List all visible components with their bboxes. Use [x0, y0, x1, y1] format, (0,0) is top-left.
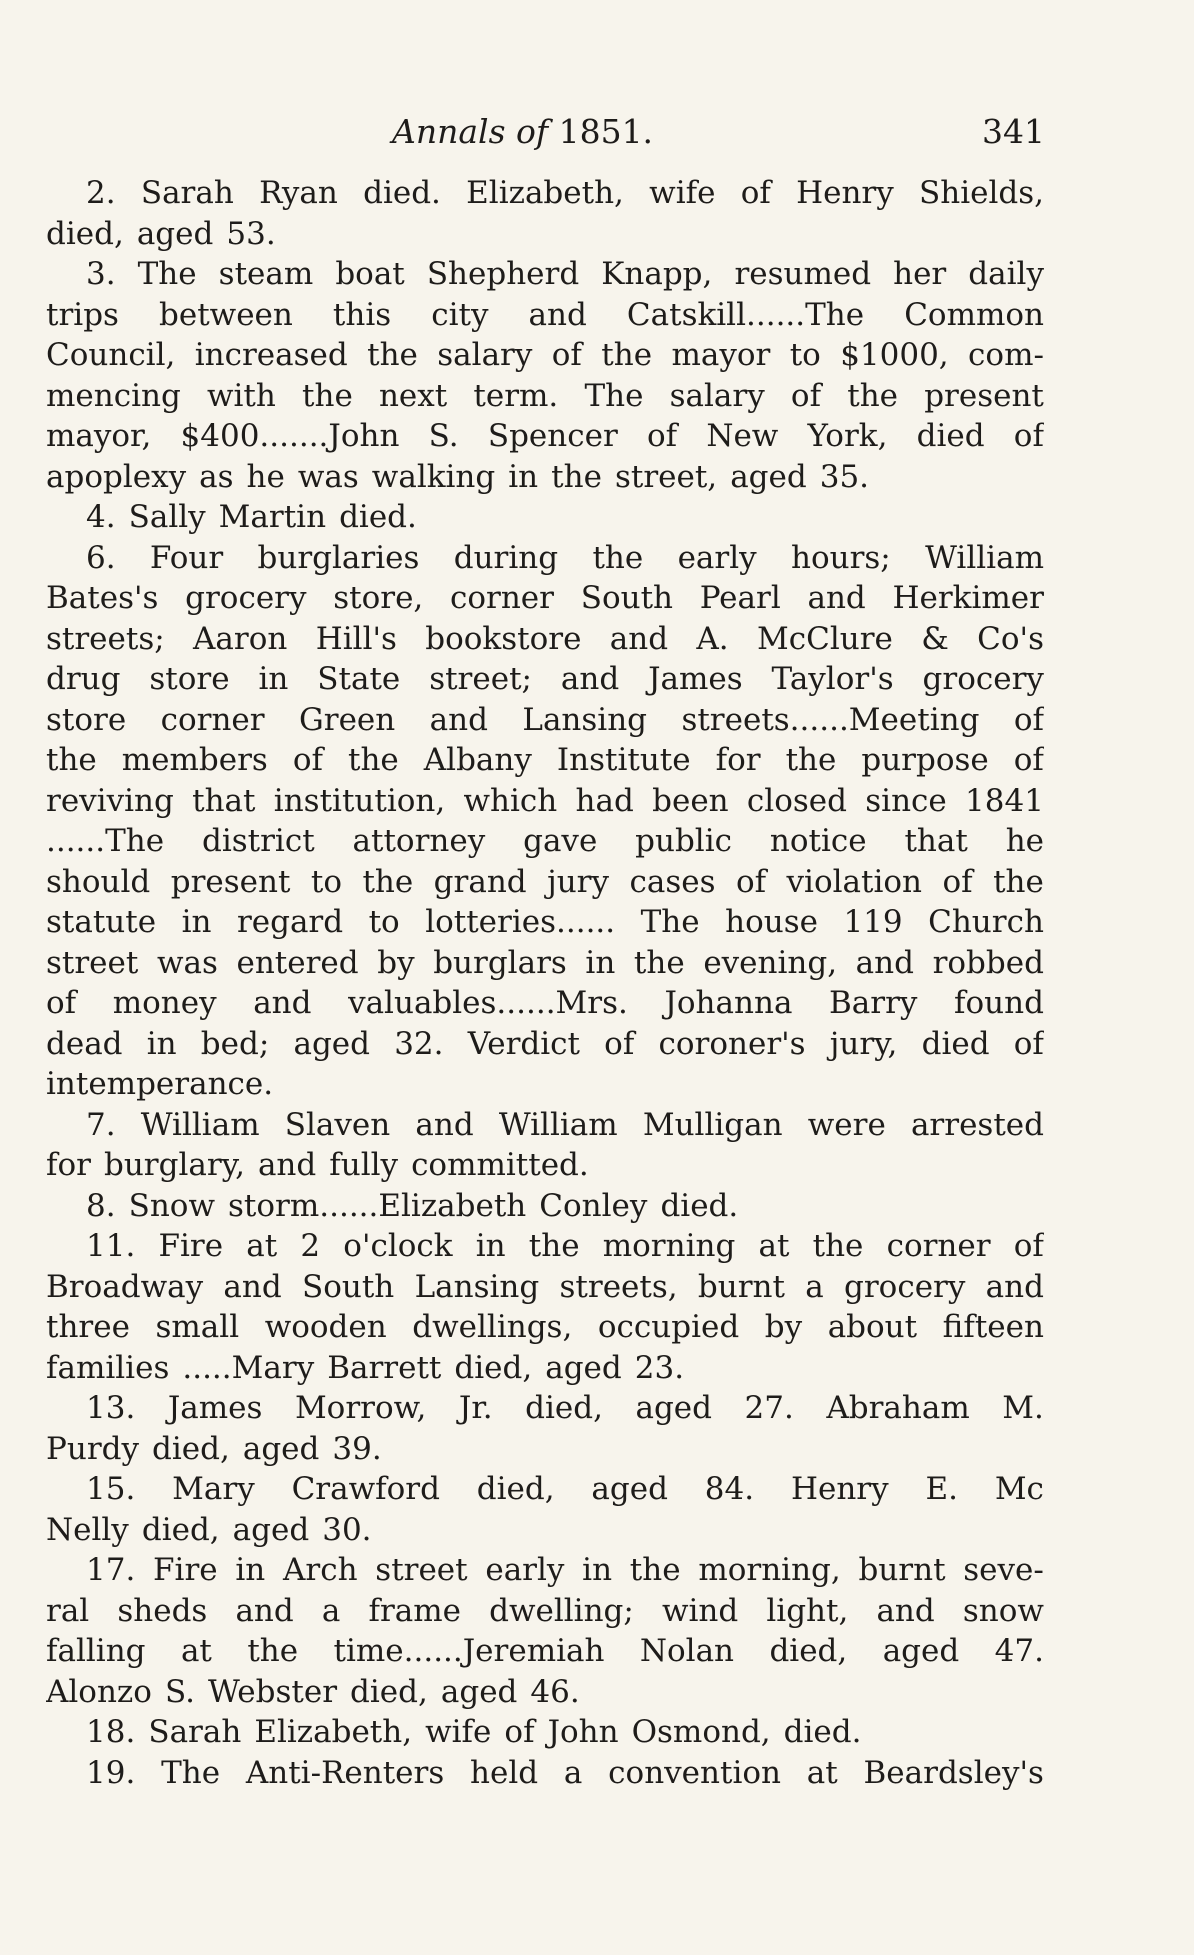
- title-prefix: Annals of: [392, 112, 549, 151]
- text-line: ral sheds and a frame dwelling; wind light, and snow: [46, 1592, 1044, 1629]
- page-number: 341: [982, 112, 1045, 151]
- text-line: statute in regard to lotteries...... The house 119 Church: [46, 904, 1044, 940]
- text-line: three small wooden dwellings, occupied by about fifteen: [46, 1309, 1044, 1345]
- text-line: 8. Snow storm......Elizabeth Conley died.: [86, 1187, 739, 1224]
- running-title: [392, 112, 653, 152]
- running-header: [0, 112, 1194, 162]
- text-line: families .....Mary Barrett died, aged 23.: [46, 1349, 685, 1386]
- body-text: [46, 173, 1044, 1793]
- text-line: 6. Four burglaries during the early hours; William: [86, 539, 1044, 576]
- text-line: 2. Sarah Ryan died. Elizabeth, wife of Henry Shields,: [86, 175, 1044, 211]
- text-line: ......The district attorney gave public notice that he: [46, 823, 1044, 859]
- text-line: died, aged 53.: [46, 215, 276, 252]
- text-line: Broadway and South Lansing streets, burnt a grocery and: [46, 1268, 1044, 1305]
- title-year: 1851.: [558, 112, 654, 151]
- text-line: intemperance.: [46, 1066, 274, 1102]
- text-line: 19. The Anti-Renters held a convention at Beardsley's: [86, 1754, 1044, 1791]
- text-line: mayor, $400.......John S. Spencer of New York, died of: [46, 418, 1044, 454]
- text-line: for burglary, and fully committed.: [46, 1147, 589, 1183]
- text-line: 3. The steam boat Shepherd Knapp, resumed her daily: [86, 256, 1044, 292]
- text-line: Nelly died, aged 30.: [46, 1511, 372, 1548]
- text-line: of money and valuables......Mrs. Johanna Barry found: [46, 985, 1044, 1021]
- text-line: Alonzo S. Webster died, aged 46.: [46, 1673, 580, 1710]
- text-line: 17. Fire in Arch street early in the morning, burnt seve-: [86, 1552, 1044, 1588]
- text-line: apoplexy as he was walking in the street, aged 35.: [46, 458, 870, 495]
- text-line: street was entered by burglars in the evening, and robbed: [46, 944, 1044, 981]
- text-line: dead in bed; aged 32. Verdict of coroner's jury, died of: [46, 1025, 1044, 1062]
- text-line: 13. James Morrow, Jr. died, aged 27. Abraham M.: [86, 1390, 1044, 1426]
- text-line: 15. Mary Crawford died, aged 84. Henry E. Mc: [86, 1471, 1044, 1507]
- text-line: Purdy died, aged 39.: [46, 1430, 382, 1467]
- text-line: should present to the grand jury cases of violation of the: [46, 863, 1044, 900]
- text-line: 18. Sarah Elizabeth, wife of John Osmond, died.: [86, 1714, 862, 1750]
- text-line: drug store in State street; and James Taylor's grocery: [46, 661, 1044, 697]
- text-line: 4. Sally Martin died.: [86, 499, 417, 535]
- text-line: streets; Aaron Hill's bookstore and A. McClure & Co's: [46, 620, 1044, 657]
- text-line: reviving that institution, which had been closed since 1841: [46, 782, 1044, 819]
- text-line: Bates's grocery store, corner South Pearl and Herkimer: [46, 580, 1044, 616]
- text-line: the members of the Albany Institute for the purpose of: [46, 742, 1044, 778]
- text-line: Council, increased the salary of the mayor to $1000, com-: [46, 337, 1044, 373]
- text-line: 7. William Slaven and William Mulligan were arrested: [86, 1106, 1044, 1143]
- text-line: 11. Fire at 2 o'clock in the morning at the corner of: [86, 1228, 1044, 1264]
- text-line: mencing with the next term. The salary of the present: [46, 377, 1044, 414]
- text-line: store corner Green and Lansing streets......Meeting of: [46, 701, 1044, 738]
- text-line: trips between this city and Catskill......The Common: [46, 296, 1044, 333]
- text-line: falling at the time......Jeremiah Nolan died, aged 47.: [46, 1633, 1044, 1669]
